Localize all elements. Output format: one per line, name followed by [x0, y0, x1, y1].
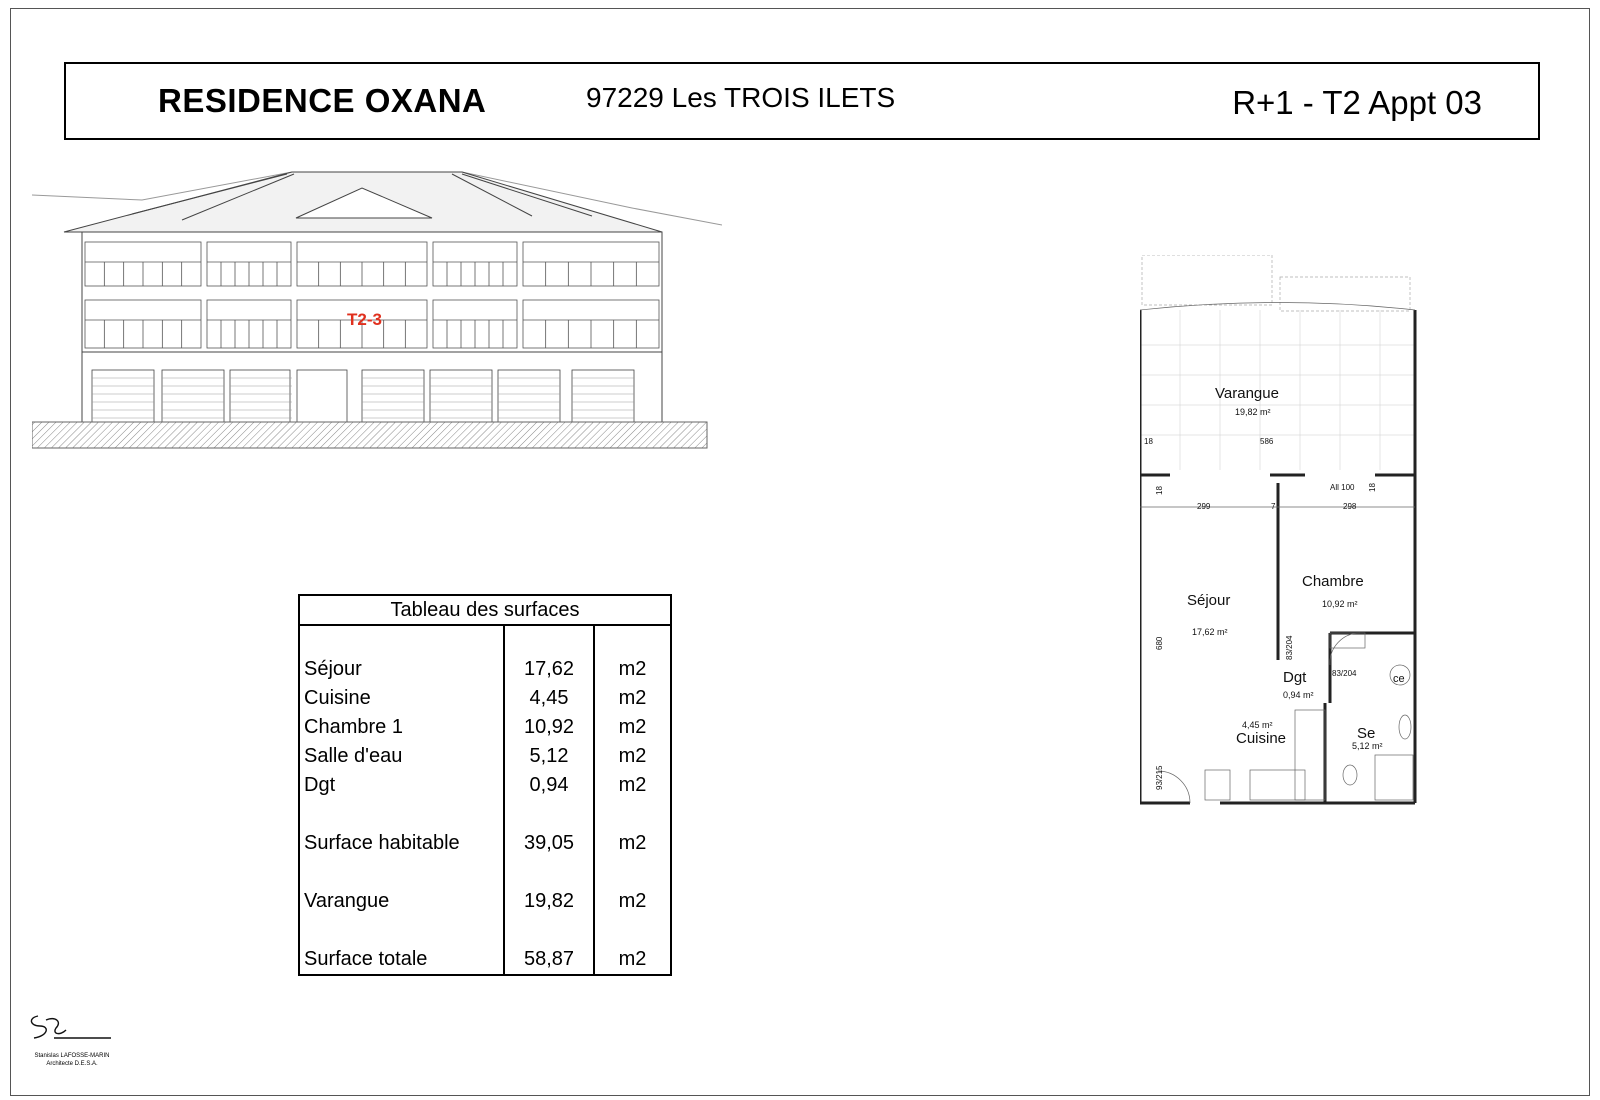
dim-93-215: 93/215	[1155, 765, 1164, 790]
area-varangue: 19,82 m²	[1235, 407, 1271, 417]
surfaces-table	[298, 594, 672, 976]
table-row: Chambre 1 10,92 m2	[299, 713, 671, 742]
project-name: RESIDENCE OXANA	[158, 82, 487, 119]
area-cuisine: 4,45 m²	[1242, 720, 1273, 730]
dim-83-204-b: 83/204	[1332, 669, 1357, 678]
area-chambre: 10,92 m²	[1322, 599, 1358, 609]
room-se: Se	[1357, 725, 1376, 742]
dim-all-100: All 100	[1330, 483, 1355, 492]
dim-299: 299	[1197, 502, 1211, 511]
table-row: Dgt 0,94 m2	[299, 771, 671, 800]
dim-18-b: 18	[1155, 486, 1164, 495]
building-elevation	[32, 170, 722, 460]
room-ce: ce	[1393, 673, 1405, 685]
total-row: Surface totale 58,87 m2	[299, 945, 671, 975]
varangue-row: Varangue 19,82 m2	[299, 887, 671, 916]
architect-signature	[26, 1008, 116, 1048]
project-location: 97229 Les TROIS ILETS	[586, 82, 896, 113]
dim-298: 298	[1343, 502, 1357, 511]
dim-586: 586	[1260, 437, 1274, 446]
unit-reference: R+1 - T2 Appt 03	[1232, 84, 1482, 121]
floor-plan	[1140, 255, 1460, 825]
dim-18-c: 18	[1368, 483, 1377, 492]
dim-83-204-a: 83/204	[1285, 635, 1294, 660]
unit-tag: T2-3	[347, 310, 382, 329]
table-title: Tableau des surfaces	[299, 595, 671, 625]
area-se: 5,12 m²	[1352, 741, 1383, 751]
table-row: Salle d'eau 5,12 m2	[299, 742, 671, 771]
dim-18-a: 18	[1144, 437, 1153, 446]
title-block	[64, 62, 1540, 140]
room-cuisine: Cuisine	[1236, 730, 1287, 747]
room-sejour: Séjour	[1187, 592, 1231, 609]
room-dgt: Dgt	[1283, 669, 1307, 686]
table-row: Séjour 17,62 m2	[299, 655, 671, 684]
area-dgt: 0,94 m²	[1283, 690, 1314, 700]
table-row: Cuisine 4,45 m2	[299, 684, 671, 713]
room-varangue: Varangue	[1215, 385, 1279, 402]
dim-7: 7	[1271, 502, 1276, 511]
architect-name: Stanislas LAFOSSE-MARIN Architecte D.E.S.A.	[34, 1053, 110, 1067]
area-sejour: 17,62 m²	[1192, 627, 1228, 637]
habitable-row: Surface habitable 39,05 m2	[299, 829, 671, 858]
dim-680: 680	[1155, 636, 1164, 650]
room-chambre: Chambre	[1302, 573, 1364, 590]
